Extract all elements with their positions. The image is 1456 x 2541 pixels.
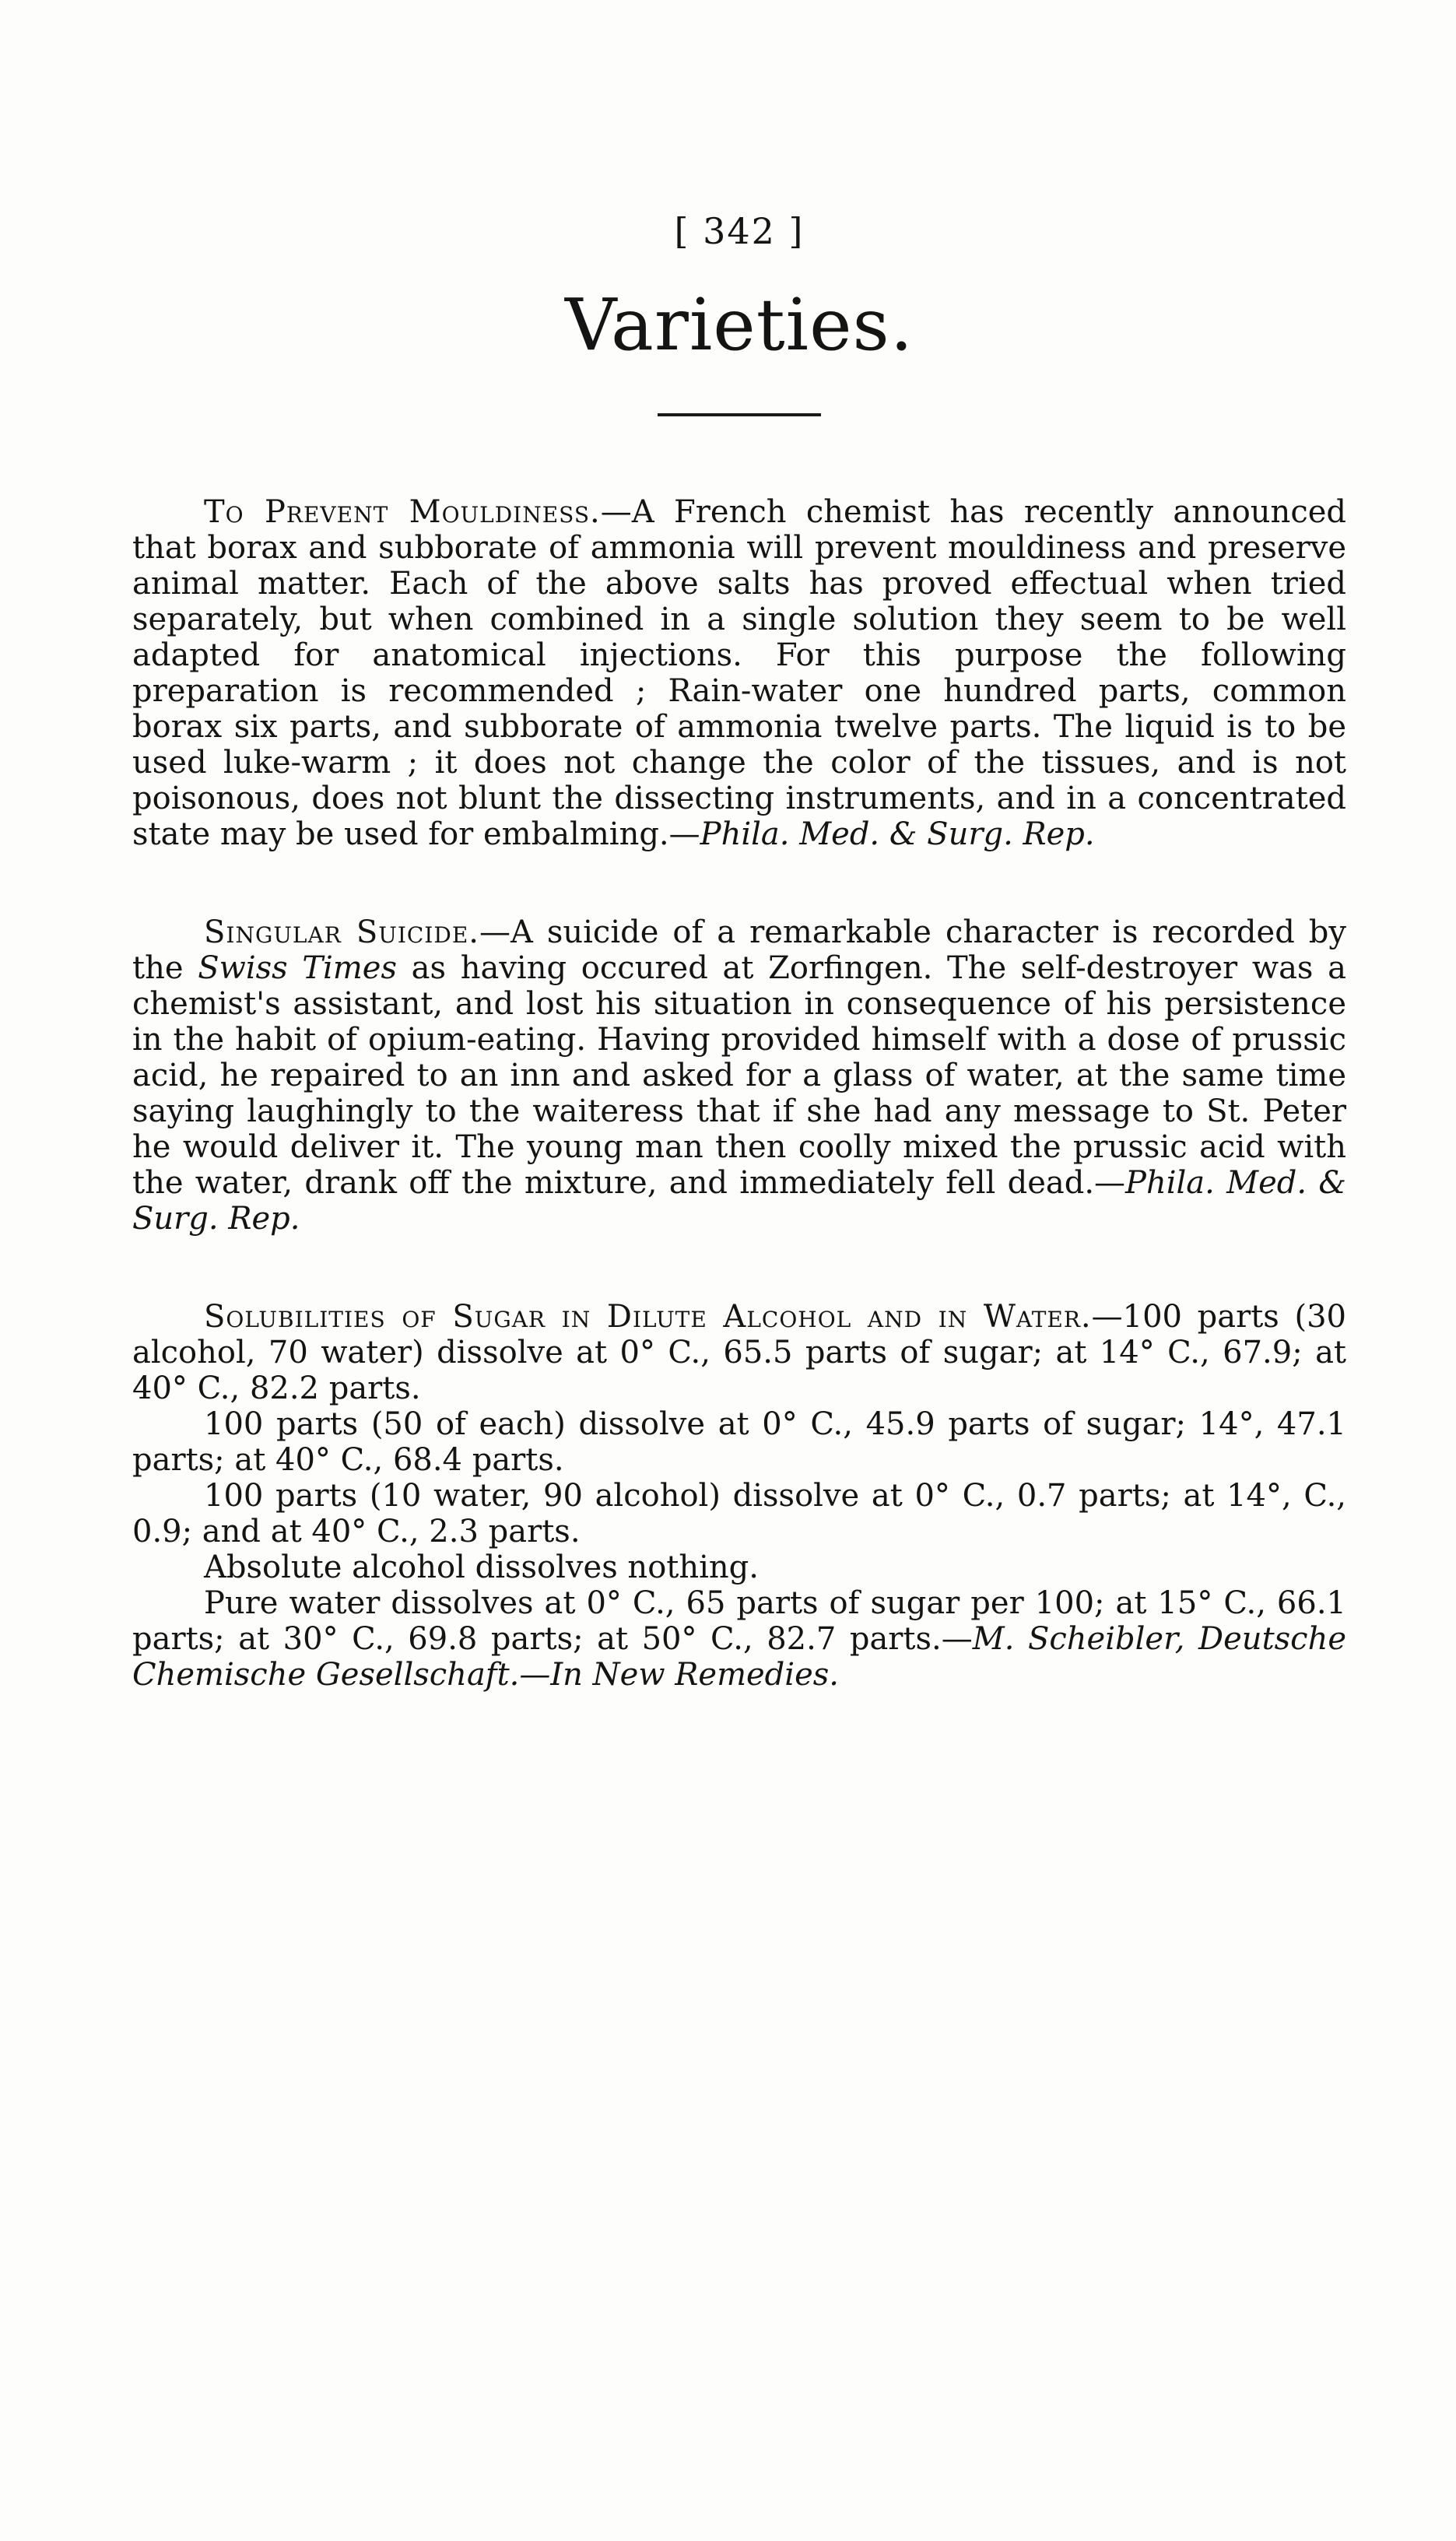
article-paragraph	[132, 914, 1346, 1237]
article-body-start: —A suicide of a remarkable character is recorded by the	[132, 914, 1347, 986]
article-source: M. Scheibler, Deutsche Chemische Gesellschaft.—In New Remedies.	[132, 1621, 1346, 1693]
article-body: —A French chemist has recently announced that borax and subborate of ammonia will prevent mouldiness and preserve animal matter. Each of the above salts has proved effectual when tried separately, but when combined in a single solution they seem to be well adapted for anatomical injections. For this purpose the following preparation is recommended ; Rain-water one hundred parts, common borax six parts, and subborate of ammonia twelve parts. The liquid is to be used luke-warm ; it does not change the color of the tissues, and is not poisonous, does not blunt the dissecting instruments, and in a concentrated state may be used for embalming.—	[132, 494, 1346, 852]
title-rule	[658, 413, 821, 416]
article-suicide	[132, 914, 1346, 1237]
article-source: Phila. Med. & Surg. Rep.	[132, 1165, 1346, 1237]
article-paragraph	[132, 1585, 1346, 1693]
article-heading: Singular Suicide.	[204, 914, 479, 950]
article-paragraph: 100 parts (10 water, 90 alcohol) dissolve at 0° C., 0.7 parts; at 14°, C., 0.9; and at 40° C., 2.3 parts.	[132, 1478, 1346, 1550]
article-paragraph	[132, 494, 1346, 852]
page-number: [ 342 ]	[674, 210, 805, 252]
article-mouldiness	[132, 494, 1346, 852]
article-paragraph: 100 parts (50 of each) dissolve at 0° C., 45.9 parts of sugar; 14°, 47.1 parts; at 40° C., 68.4 parts.	[132, 1406, 1346, 1478]
article-source: Phila. Med. & Surg. Rep.	[700, 816, 1095, 852]
article-heading: Solubilities of Sugar in Dilute Alcohol and in Water.	[204, 1299, 1092, 1335]
newspaper-name: Swiss Times	[198, 950, 397, 986]
article-solubilities	[132, 1299, 1346, 1693]
article-body: as having occured at Zorfingen. The self-destroyer was a chemist's assistant, and lost his situation in consequence of his persistence in the habit of opium-eating. Having provided himself with a dose of prussic acid, he repaired to an inn and asked for a glass of water, at the same time saying laughingly to the waiteress that if she had any message to St. Peter he would deliver it. The young man then coolly mixed the prussic acid with the water, drank off the mixture, and immediately fell dead.—	[132, 950, 1346, 1201]
article-heading: To Prevent Mouldiness.	[204, 494, 601, 530]
page-title: Varieties.	[565, 283, 914, 367]
article-paragraph	[132, 1299, 1346, 1406]
article-body: Pure water dissolves at 0° C., 65 parts of sugar per 100; at 15° C., 66.1 parts; at 30° C., 69.8 parts; at 50° C., 82.7 parts.—	[132, 1585, 1346, 1657]
page	[132, 210, 1346, 1755]
article-paragraph: Absolute alcohol dissolves nothing.	[204, 1550, 759, 1585]
article-body: —100 parts (30 alcohol, 70 water) dissolve at 0° C., 65.5 parts of sugar; at 14° C., 67.9; at 40° C., 82.2 parts.	[132, 1299, 1346, 1406]
